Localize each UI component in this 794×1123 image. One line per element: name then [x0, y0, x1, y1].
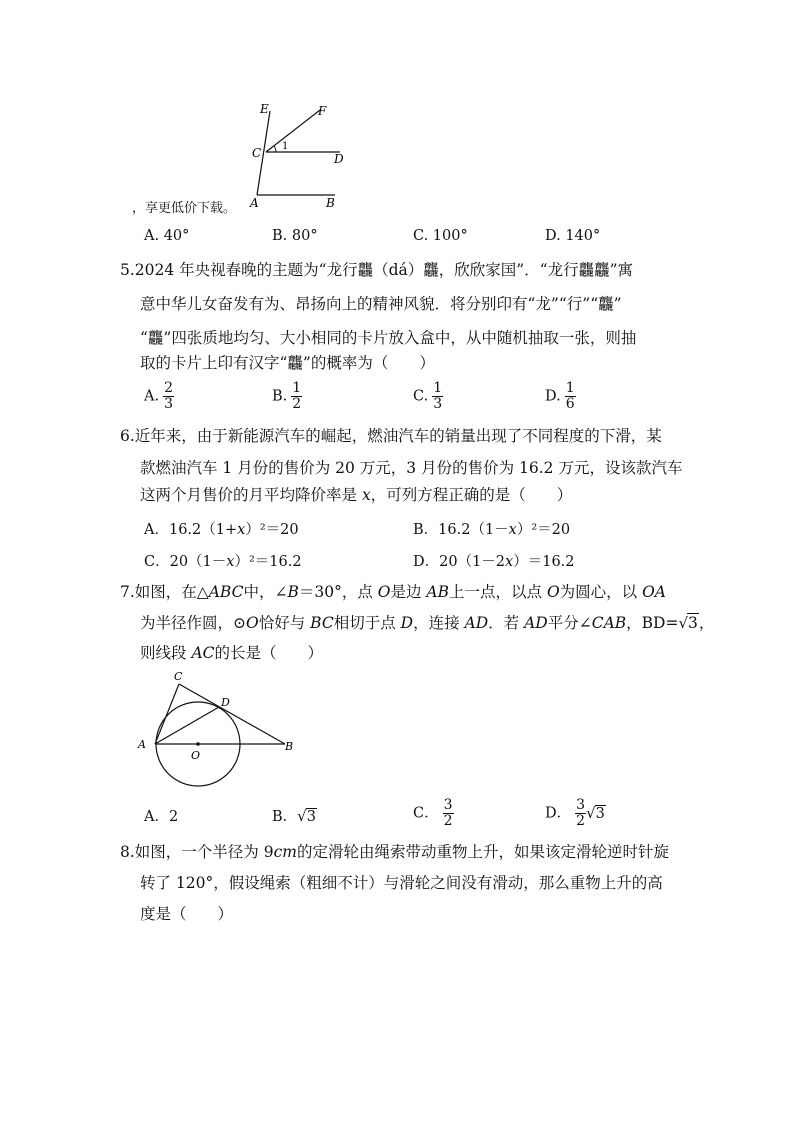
label-F: F [318, 104, 327, 118]
q4-option-d: D. 140° [545, 228, 601, 244]
q5-line-3: “龘”四张质地均匀、大小相同的卡片放入盒中，从中随机抽取一张，则抽 [140, 329, 637, 347]
q7-option-a: A．2 [144, 809, 179, 825]
q7-option-d: D． $\frac{3}{2}$ √3 [545, 797, 605, 829]
label-D: D [334, 152, 344, 166]
segment-AD [155, 707, 219, 744]
label-B: B [326, 196, 335, 210]
q5-line-4: 取的卡片上印有汉字“龘”的概率为（ ） [140, 354, 435, 372]
label-E: E [260, 102, 269, 116]
q5-line-2: 意中华儿女奋发有为、昂扬向上的精神风貌．将分别印有“龙”“行”“龘” [140, 295, 622, 313]
fig2-label-B: B [285, 740, 294, 753]
fig2-label-O: O [191, 749, 201, 762]
q4-option-c: C. 100° [413, 228, 468, 244]
q6-line-2: 款燃油汽车 1 月份的售价为 20 万元，3 月份的售价为 16.2 万元，设该款汽车 [140, 459, 683, 477]
q5-option-b: B. $\frac{1}{2}$ [272, 380, 302, 412]
q8-line-1: 8.如图，一个半径为 9cm的定滑轮由绳索带动重物上升，如果该定滑轮逆时针旋 [120, 843, 669, 861]
label-A: A [250, 196, 259, 210]
q7-option-b: B．√3 [272, 807, 316, 825]
fig2-label-A: A [138, 738, 146, 751]
fig2-label-C: C [174, 670, 183, 683]
line-CF [266, 110, 320, 152]
q6-option-b: B．16.2（1－x）²＝20 [413, 522, 571, 538]
segment-AC [155, 684, 179, 744]
q7-line-1: 7.如图，在△ABC中，∠B＝30°，点 O是边 AB上一点，以点 O为圆心，以 OA [120, 583, 666, 601]
q7-line-3: 则线段 AC的长是（ ） [140, 644, 324, 662]
q5-option-c: C. $\frac{1}{3}$ [413, 380, 443, 412]
q6-option-d: D．20（1－2x）＝16.2 [413, 554, 575, 570]
center-dot [196, 742, 200, 746]
label-C: C [252, 146, 262, 160]
q4-option-a: A. 40° [144, 228, 190, 244]
q4-option-b: B. 80° [272, 228, 318, 244]
angle-arc [274, 146, 276, 152]
q7-option-c: C． $\frac{3}{2}$ [413, 797, 453, 829]
segment-CB [179, 684, 285, 744]
q6-line-1: 6.近年来，由于新能源汽车的崛起，燃油汽车的销量出现了不同程度的下滑，某 [120, 427, 662, 445]
q7-line-2: 为半径作圆，⊙O恰好与 BC相切于点 D，连接 AD．若 AD平分∠CAB，BD=√3， [140, 614, 715, 632]
q6-option-a: A．16.2（1+x）²＝20 [144, 522, 299, 538]
q6-option-c: C．20（1－x）²＝16.2 [144, 554, 302, 570]
label-1: 1 [282, 141, 289, 152]
fig2-label-D: D [221, 696, 230, 709]
q8-line-2: 转了 120°，假设绳索（粗细不计）与滑轮之间没有滑动，那么重物上升的高 [140, 874, 663, 892]
download-note: ，享更低价下载。 [132, 201, 237, 216]
circle-tangent-figure [135, 668, 305, 793]
angle-figure [240, 95, 360, 215]
q5-option-d: D. $\frac{1}{6}$ [545, 380, 575, 412]
q6-line-3: 这两个月售价的月平均降价率是 x，可列方程正确的是（ ） [140, 486, 573, 504]
q5-line-1: 5.2024 年央视春晚的主题为“龙行龘（dá）龘，欣欣家国”．“龙行龘龘”寓 [120, 261, 634, 279]
q5-option-a: A. $\frac{2}{3}$ [144, 380, 174, 412]
q8-line-3: 度是（ ） [140, 905, 234, 923]
